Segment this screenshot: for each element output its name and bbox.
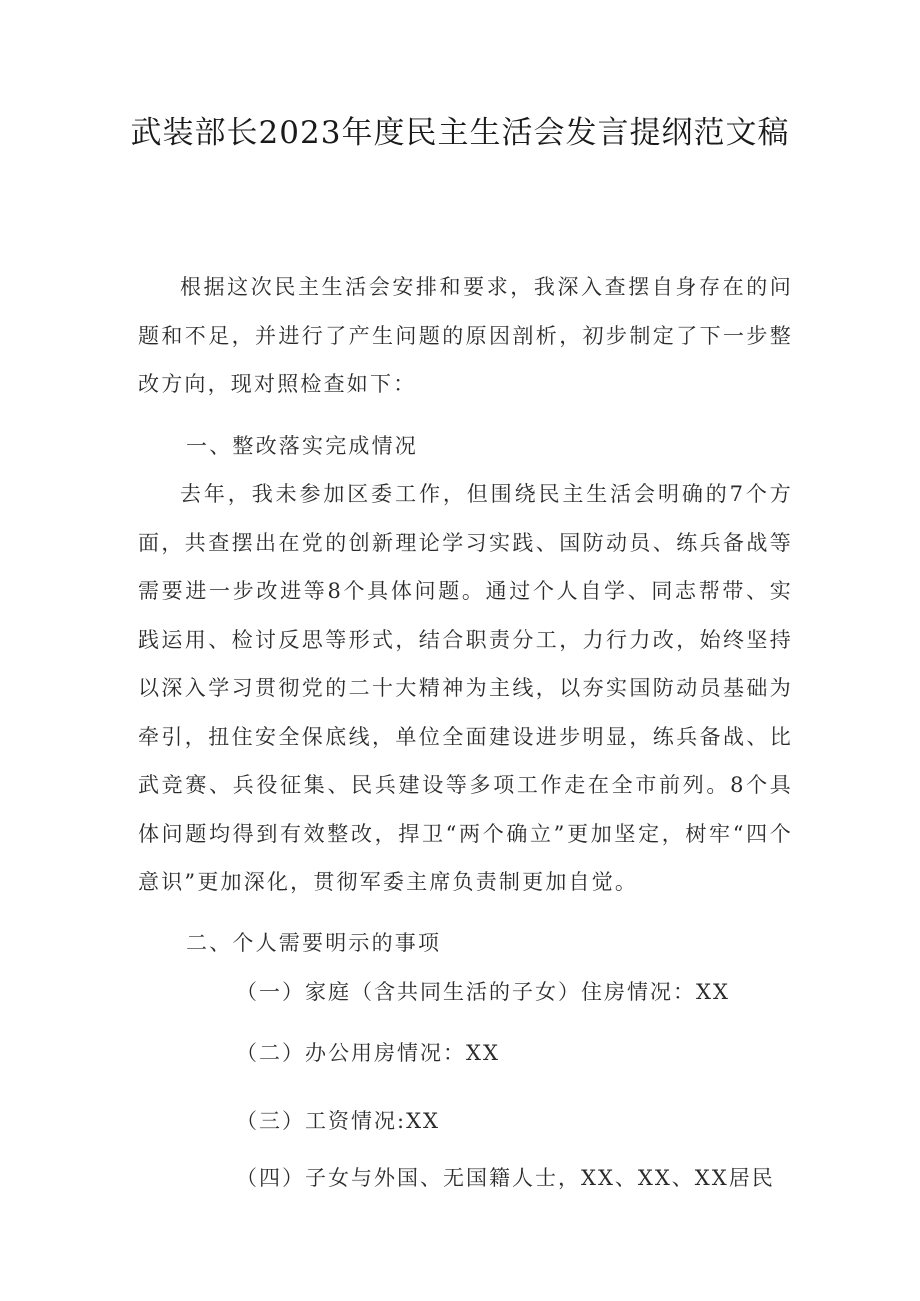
section-heading-disclosure: 二、个人需要明示的事项 [186, 931, 442, 955]
document-title: 武装部长2023年度民主生活会发言提纲范文稿 [130, 115, 790, 151]
disclosure-item-children: （四）子女与外国、无国籍人士，XX、XX、XX居民 [236, 1166, 775, 1190]
intro-paragraph: 根据这次民主生活会安排和要求，我深入查摆自身存在的问题和不足，并进行了产生问题的原因剖析，初步制定了下一步整改方向，现对照检查如下： [138, 275, 793, 396]
disclosure-item-salary: （三）工资情况:XX [236, 1109, 440, 1133]
rectification-paragraph: 去年，我未参加区委工作，但围绕民主生活会明确的7个方面，共查摆出在党的创新理论学习实践、国防动员、练兵备战等需要进一步改进等8个具体问题。通过个人自学、同志帮带、实践运用、检讨反思等形式，结合职责分工，力行力改，始终坚持以深入学习贯彻党的二十大精神为主线，以夯实国防动员基础为牵引，扭住安全保底线，单位全面建设进步明显，练兵备战、比武竞赛、兵役征集、民兵建设等多项工作走在全市前列。8个具体问题均得到有效整改，捍卫“两个确立”更加坚定，树牢“四个意识”更加深化，贯彻军委主席负责制更加自觉。 [138, 482, 793, 894]
disclosure-item-office: （二）办公用房情况：XX [236, 1041, 500, 1065]
disclosure-item-housing: （一）家庭（含共同生活的子女）住房情况：XX [236, 980, 730, 1004]
section-heading-rectification: 一、整改落实完成情况 [186, 434, 418, 458]
